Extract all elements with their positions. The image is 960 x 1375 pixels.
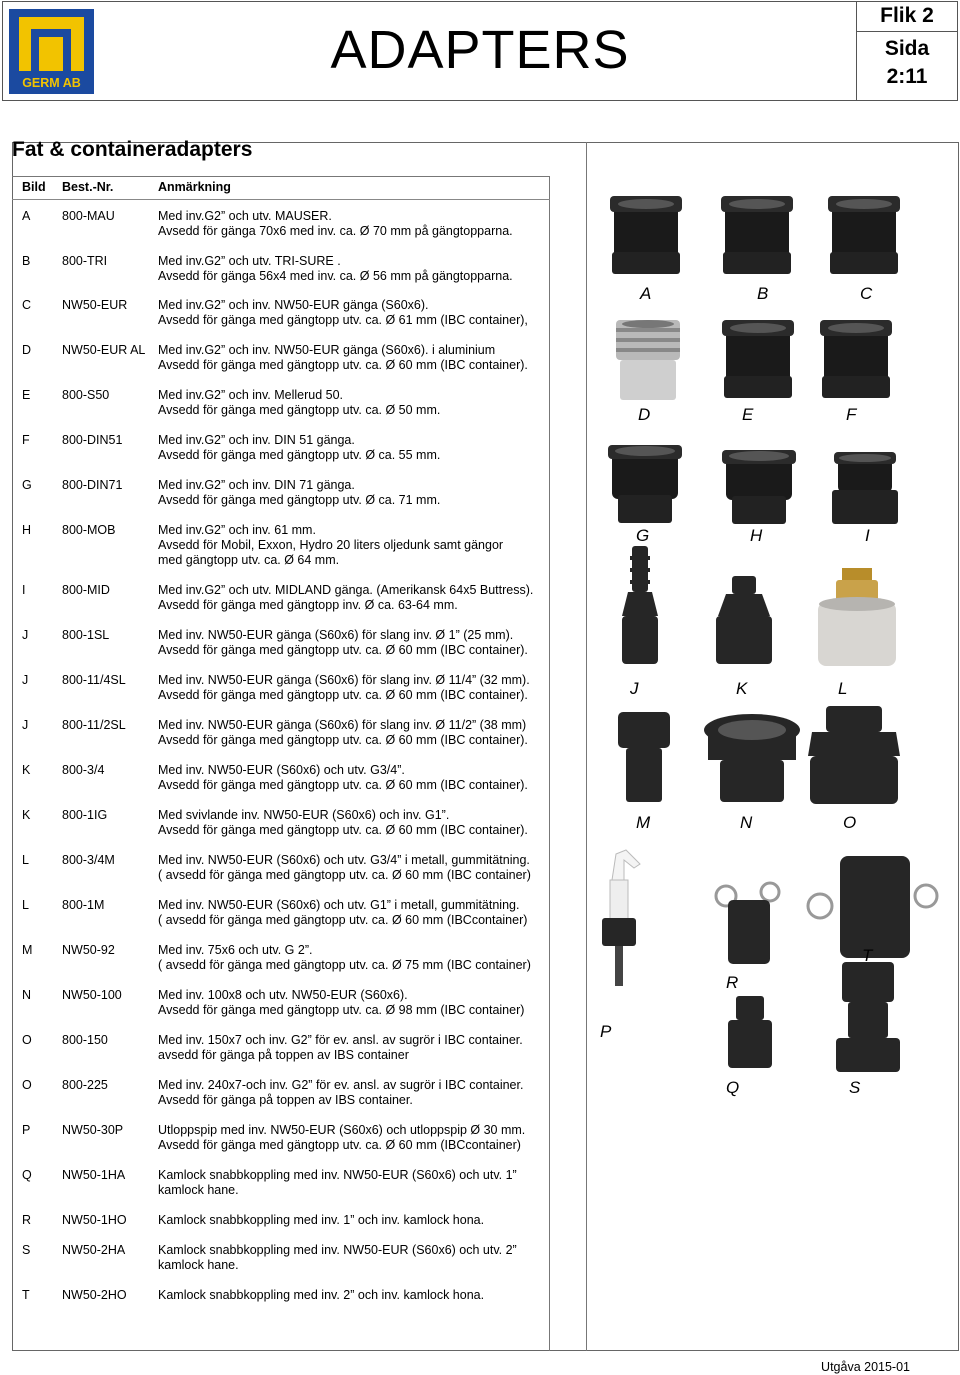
anmarkning-line: Med inv. NW50-EUR (S60x6) och utv. G3/4” i metall, gummitätning.: [158, 853, 530, 867]
page-title: ADAPTERS: [330, 20, 630, 80]
anmarkning-line: Avsedd för gänga med gängtopp utv. ca. Ø 60 mm (IBCcontainer): [158, 1138, 521, 1152]
row-anmarkning: [158, 718, 558, 748]
row-bild: Q: [22, 1168, 32, 1182]
row-bild: L: [22, 853, 29, 867]
germ-logo: [9, 9, 94, 94]
anmarkning-line: Med inv. NW50-EUR gänga (S60x6) för slang inv. Ø 11/2” (38 mm): [158, 718, 527, 732]
adapter-n-image: [702, 712, 802, 804]
row-bild: T: [22, 1288, 30, 1302]
header-rule: [12, 199, 550, 200]
anmarkning-line: Med inv.G2” och inv. Mellerud 50.: [158, 388, 344, 402]
row-best-nr: NW50-92: [62, 943, 115, 957]
row-bild: F: [22, 433, 30, 447]
image-label-q: Q: [726, 1078, 740, 1097]
column-header-bild: Bild: [22, 180, 46, 194]
adapter-j-image: [618, 546, 662, 666]
row-anmarkning: [158, 1213, 558, 1228]
anmarkning-line: Med inv.G2” och inv. NW50-EUR gänga (S60x6). i aluminium: [158, 343, 496, 357]
row-anmarkning: [158, 1123, 558, 1153]
anmarkning-line: Kamlock snabbkoppling med inv. NW50-EUR (S60x6) och utv. 2”: [158, 1243, 517, 1257]
logo-text: GERM AB: [22, 76, 81, 90]
row-anmarkning: [158, 254, 558, 284]
row-bild: J: [22, 628, 29, 642]
adapter-f-image: [816, 320, 896, 402]
image-label-e: E: [742, 405, 754, 424]
anmarkning-line: Avsedd för gänga med gängtopp inv. Ø ca. 63-64 mm.: [158, 598, 458, 612]
row-anmarkning: [158, 209, 558, 239]
anmarkning-line: kamlock hane.: [158, 1258, 239, 1272]
anmarkning-line: Avsedd för gänga med gängtopp utv. Ø ca. 71 mm.: [158, 493, 441, 507]
anmarkning-line: Med inv. 150x7 och inv. G2” för ev. ansl. av sugrör i IBC container.: [158, 1033, 523, 1047]
anmarkning-line: avsedd för gänga på toppen av IBS container: [158, 1048, 409, 1062]
anmarkning-line: Med inv.G2” och inv. DIN 71 gänga.: [158, 478, 355, 492]
row-bild: J: [22, 718, 29, 732]
row-best-nr: NW50-2HO: [62, 1288, 127, 1302]
row-best-nr: NW50-100: [62, 988, 122, 1002]
adapter-i-image: [828, 452, 902, 526]
row-anmarkning: [158, 853, 558, 883]
anmarkning-line: Avsedd för gänga med gängtopp utv. ca. Ø 60 mm (IBC container).: [158, 358, 528, 372]
row-anmarkning: [158, 1168, 558, 1198]
anmarkning-line: Med inv.G2” och utv. MIDLAND gänga. (Amerikansk 64x5 Buttress).: [158, 583, 534, 597]
anmarkning-line: Med inv. NW50-EUR gänga (S60x6) för slang inv. Ø 11/4” (32 mm).: [158, 673, 530, 687]
image-label-o: O: [843, 813, 857, 832]
row-best-nr: 800-TRI: [62, 254, 108, 268]
anmarkning-line: Med inv. 100x8 och utv. NW50-EUR (S60x6).: [158, 988, 408, 1002]
image-label-r: R: [726, 973, 739, 992]
row-bild: S: [22, 1243, 31, 1257]
row-best-nr: 800-MID: [62, 583, 110, 597]
anmarkning-line: Avsedd för gänga med gängtopp utv. ca. Ø 98 mm (IBC container): [158, 1003, 525, 1017]
image-label-a: A: [640, 284, 652, 303]
row-anmarkning: [158, 1033, 558, 1063]
row-best-nr: 800-1M: [62, 898, 105, 912]
kamlock-r-image: [710, 880, 786, 966]
adapter-k-image: [712, 576, 776, 666]
anmarkning-line: Med inv.G2” och utv. MAUSER.: [158, 209, 332, 223]
anmarkning-line: Avsedd för gänga med gängtopp utv. ca. Ø 60 mm (IBC container).: [158, 778, 528, 792]
adapter-l-image: [812, 568, 902, 668]
kamlock-s-image: [826, 962, 910, 1074]
anmarkning-line: ( avsedd för gänga med gängtopp utv. ca. Ø 60 mm (IBCcontainer): [158, 913, 528, 927]
row-best-nr: NW50-EUR AL: [62, 343, 146, 357]
image-label-h: H: [750, 526, 763, 545]
anmarkning-line: Kamlock snabbkoppling med inv. 1” och inv. kamlock hona.: [158, 1213, 485, 1227]
image-label-n: N: [740, 813, 753, 832]
anmarkning-line: ( avsedd för gänga med gängtopp utv. ca. Ø 75 mm (IBC container): [158, 958, 531, 972]
anmarkning-line: Avsedd för gänga med gängtopp utv. ca. Ø 61 mm (IBC container),: [158, 313, 528, 327]
image-label-k: K: [736, 679, 748, 698]
row-best-nr: 800-11/2SL: [62, 718, 126, 732]
row-bild: P: [22, 1123, 31, 1137]
header-divider-horizontal: [856, 31, 958, 32]
anmarkning-line: Med inv. 75x6 och utv. G 2”.: [158, 943, 313, 957]
row-anmarkning: [158, 478, 558, 508]
row-best-nr: NW50-30P: [62, 1123, 124, 1137]
row-best-nr: 800-DIN71: [62, 478, 123, 492]
row-anmarkning: [158, 523, 558, 568]
anmarkning-line: Med inv. NW50-EUR gänga (S60x6) för slang inv. Ø 1” (25 mm).: [158, 628, 514, 642]
row-best-nr: NW50-EUR: [62, 298, 128, 312]
row-bild: O: [22, 1033, 32, 1047]
row-anmarkning: [158, 343, 558, 373]
anmarkning-line: Avsedd för gänga på toppen av IBS container.: [158, 1093, 413, 1107]
row-anmarkning: [158, 583, 558, 613]
anmarkning-line: Kamlock snabbkoppling med inv. 2” och inv. kamlock hona.: [158, 1288, 485, 1302]
row-anmarkning: [158, 1288, 558, 1303]
row-anmarkning: [158, 1243, 558, 1273]
anmarkning-line: kamlock hane.: [158, 1183, 239, 1197]
image-label-d: D: [638, 405, 651, 424]
image-label-t: T: [862, 946, 873, 965]
row-best-nr: 800-150: [62, 1033, 108, 1047]
row-best-nr: 800-1IG: [62, 808, 108, 822]
image-label-l: L: [838, 679, 848, 698]
row-anmarkning: [158, 673, 558, 703]
row-anmarkning: [158, 388, 558, 418]
row-bild: G: [22, 478, 32, 492]
row-anmarkning: [158, 808, 558, 838]
kamlock-q-image: [722, 996, 778, 1070]
row-anmarkning: [158, 943, 558, 973]
adapter-d-image: [612, 320, 684, 402]
row-bild: R: [22, 1213, 32, 1227]
image-label-j: J: [630, 679, 639, 698]
page-header: [0, 0, 960, 102]
kamlock-t-image: [800, 856, 940, 960]
row-bild: K: [22, 763, 31, 777]
adapter-c-image: [824, 196, 904, 278]
row-bild: H: [22, 523, 32, 537]
row-best-nr: 800-MOB: [62, 523, 116, 537]
anmarkning-line: Avsedd för gänga med gängtopp utv. ca. Ø 60 mm (IBC container).: [158, 733, 528, 747]
row-bild: O: [22, 1078, 32, 1092]
row-bild: C: [22, 298, 32, 312]
adapter-g-image: [604, 445, 686, 525]
anmarkning-line: Med inv.G2” och inv. NW50-EUR gänga (S60x6).: [158, 298, 429, 312]
row-anmarkning: [158, 1078, 558, 1108]
anmarkning-line: Utloppspip med inv. NW50-EUR (S60x6) och utloppspip Ø 30 mm.: [158, 1123, 526, 1137]
image-label-f: F: [846, 405, 857, 424]
anmarkning-line: Avsedd för gänga med gängtopp utv. ca. Ø 60 mm (IBC container).: [158, 823, 528, 837]
row-best-nr: 800-225: [62, 1078, 108, 1092]
anmarkning-line: Med inv. NW50-EUR (S60x6) och utv. G1” i metall, gummitätning.: [158, 898, 520, 912]
row-bild: N: [22, 988, 32, 1002]
row-best-nr: NW50-1HA: [62, 1168, 126, 1182]
row-anmarkning: [158, 988, 558, 1018]
row-anmarkning: [158, 298, 558, 328]
anmarkning-line: Med inv.G2” och inv. 61 mm.: [158, 523, 316, 537]
row-bild: L: [22, 898, 29, 912]
row-anmarkning: [158, 433, 558, 463]
adapter-b-image: [717, 196, 797, 278]
row-best-nr: NW50-1HO: [62, 1213, 127, 1227]
anmarkning-line: Med inv.G2” och inv. DIN 51 gänga.: [158, 433, 355, 447]
anmarkning-line: Med inv. NW50-EUR (S60x6) och utv. G3/4”.: [158, 763, 405, 777]
row-best-nr: NW50-2HA: [62, 1243, 126, 1257]
image-label-i: I: [865, 526, 870, 545]
row-bild: I: [22, 583, 26, 597]
row-best-nr: 800-3/4: [62, 763, 105, 777]
row-bild: J: [22, 673, 29, 687]
image-label-g: G: [636, 526, 650, 545]
sida-block: [858, 35, 956, 91]
anmarkning-line: Avsedd för Mobil, Exxon, Hydro 20 liters oljedunk samt gängor: [158, 538, 504, 552]
anmarkning-line: Kamlock snabbkoppling med inv. NW50-EUR (S60x6) och utv. 1”: [158, 1168, 517, 1182]
row-anmarkning: [158, 628, 558, 658]
anmarkning-line: Avsedd för gänga med gängtopp utv. ca. Ø 50 mm.: [158, 403, 441, 417]
row-bild: B: [22, 254, 31, 268]
row-best-nr: 800-MAU: [62, 209, 115, 223]
adapter-h-image: [718, 450, 800, 525]
column-header-best-nr: Best.-Nr.: [62, 180, 114, 194]
row-bild: K: [22, 808, 31, 822]
anmarkning-line: ( avsedd för gänga med gängtopp utv. ca. Ø 60 mm (IBC container): [158, 868, 531, 882]
column-header-anmarkning: Anmärkning: [158, 180, 231, 194]
spout-p-image: [594, 850, 644, 990]
row-bild: E: [22, 388, 31, 402]
adapter-e-image: [718, 320, 798, 402]
row-best-nr: 800-1SL: [62, 628, 110, 642]
row-best-nr: 800-3/4M: [62, 853, 115, 867]
image-label-p: P: [600, 1022, 612, 1041]
row-best-nr: 800-11/4SL: [62, 673, 126, 687]
image-label-b: B: [757, 284, 769, 303]
adapter-o-image: [806, 706, 902, 806]
anmarkning-line: med gängtopp utv. ca. Ø 64 mm.: [158, 553, 340, 567]
section-title: Fat & containeradapters: [12, 138, 253, 161]
anmarkning-line: Med svivlande inv. NW50-EUR (S60x6) och inv. G1”.: [158, 808, 450, 822]
anmarkning-line: Avsedd för gänga 56x4 med inv. ca. Ø 56 mm på gängtopparna.: [158, 269, 513, 283]
header-divider: [856, 1, 857, 101]
anmarkning-line: Med inv.G2” och utv. TRI-SURE .: [158, 254, 341, 268]
row-best-nr: 800-DIN51: [62, 433, 123, 447]
anmarkning-line: Avsedd för gänga med gängtopp utv. ca. Ø 60 mm (IBC container).: [158, 688, 528, 702]
sida-value: 2:11: [886, 65, 928, 88]
row-best-nr: 800-S50: [62, 388, 110, 402]
image-label-c: C: [860, 284, 873, 303]
image-label-s: S: [849, 1078, 861, 1097]
sida-label: Sida: [884, 37, 930, 60]
anmarkning-line: Avsedd för gänga 70x6 med inv. ca. Ø 70 mm på gängtopparna.: [158, 224, 513, 238]
anmarkning-line: Med inv. 240x7-och inv. G2” för ev. ansl. av sugrör i IBC container.: [158, 1078, 524, 1092]
row-bild: M: [22, 943, 33, 957]
row-bild: A: [22, 209, 31, 223]
edition-footer: Utgåva 2015-01: [821, 1360, 910, 1374]
adapter-m-image: [614, 712, 674, 804]
flik-label: Flik 2: [880, 4, 934, 27]
row-anmarkning: [158, 898, 558, 928]
anmarkning-line: Avsedd för gänga med gängtopp utv. Ø ca. 55 mm.: [158, 448, 441, 462]
row-bild: D: [22, 343, 32, 357]
adapter-a-image: [606, 196, 686, 278]
image-label-m: M: [636, 813, 651, 832]
row-anmarkning: [158, 763, 558, 793]
anmarkning-line: Avsedd för gänga med gängtopp utv. ca. Ø 60 mm (IBC container).: [158, 643, 528, 657]
